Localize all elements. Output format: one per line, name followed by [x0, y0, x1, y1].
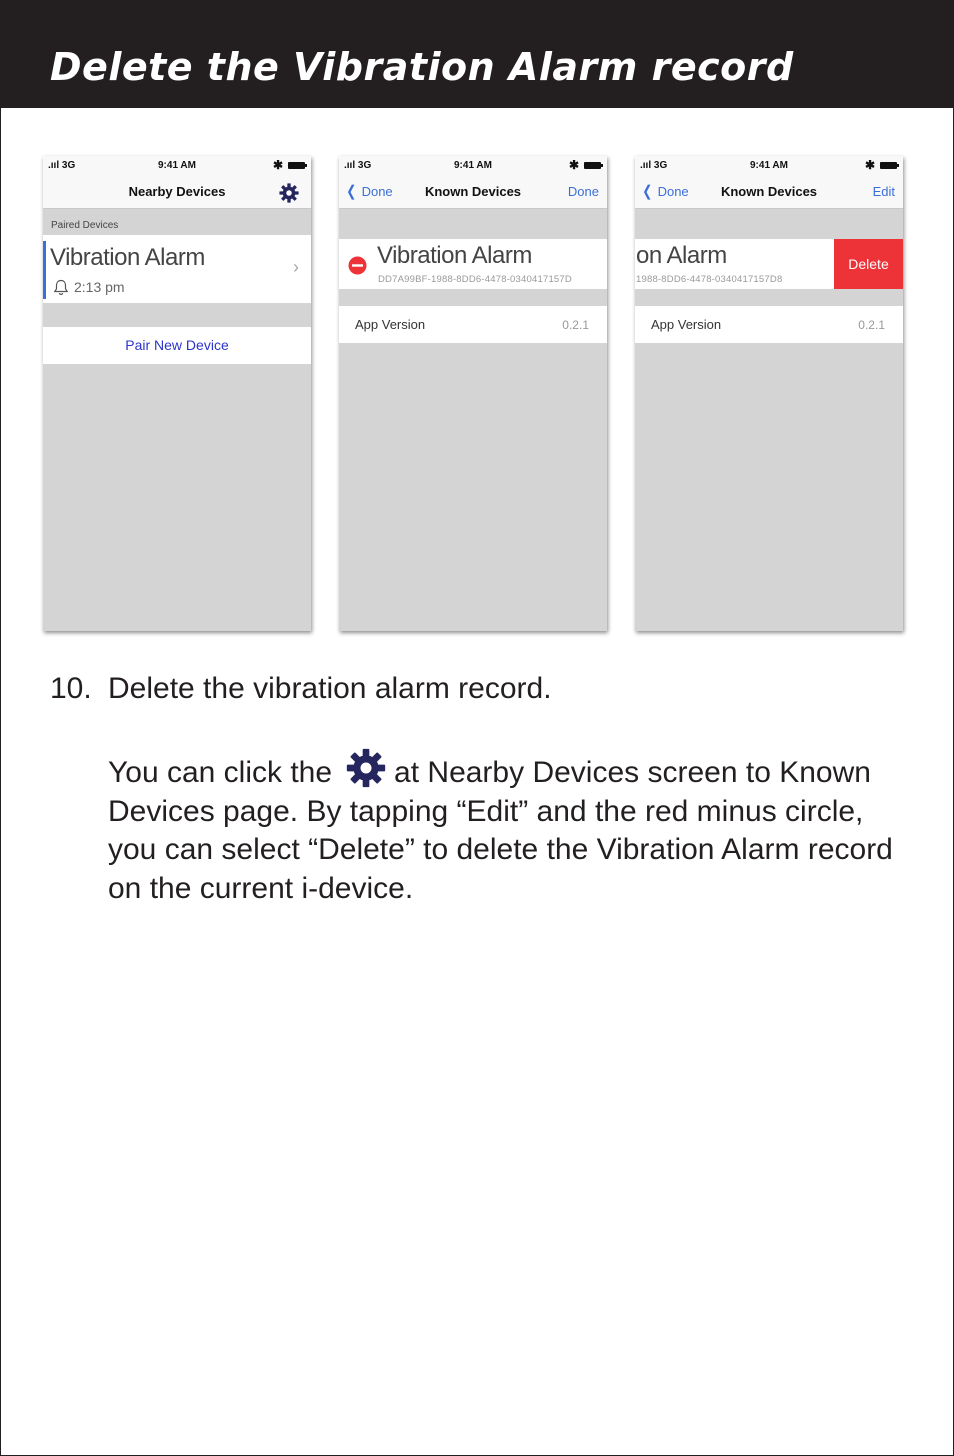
app-version-row: [339, 306, 607, 343]
gear-icon: [346, 748, 386, 788]
app-version-value: 0.2.1: [858, 318, 885, 332]
phone-screen-known-devices-edit: [339, 156, 607, 631]
nav-title: Known Devices: [720, 184, 818, 199]
device-name: on Alarm: [636, 242, 727, 269]
back-button[interactable]: ❮ Done: [346, 183, 393, 200]
done-button[interactable]: Done: [567, 184, 599, 199]
device-name: Vibration Alarm: [377, 242, 532, 269]
phone-screen-known-devices-delete: [635, 156, 903, 631]
nav-bar: [635, 176, 903, 209]
battery-icon: [584, 162, 601, 169]
device-uuid: 1988-8DD6-4478-0340417157D8: [636, 274, 783, 285]
text-before-icon: You can click the: [108, 756, 333, 789]
gear-icon[interactable]: [279, 183, 299, 203]
step-number: 10.: [50, 672, 92, 705]
phone-screen-nearby-devices: [43, 156, 311, 631]
nav-title: Known Devices: [424, 184, 522, 199]
page-title: Delete the Vibration Alarm record: [50, 45, 794, 89]
status-bar: [43, 156, 311, 176]
chevron-right-icon: ›: [293, 257, 299, 277]
nav-bar: [339, 176, 607, 209]
delete-button[interactable]: Delete: [834, 239, 903, 289]
nav-title: Nearby Devices: [128, 184, 226, 199]
app-version-label: App Version: [651, 317, 722, 332]
back-button[interactable]: ❮ Done: [642, 183, 689, 200]
battery-icon: [880, 162, 897, 169]
app-version-label: App Version: [355, 317, 426, 332]
step-heading: Delete the vibration alarm record.: [108, 672, 552, 705]
chevron-left-icon: ❮: [642, 183, 653, 200]
app-version-value: 0.2.1: [562, 318, 589, 332]
selection-indicator: [43, 241, 46, 299]
section-label-paired-devices: Paired Devices: [51, 220, 119, 231]
bell-icon: [52, 278, 70, 296]
step-description: [108, 748, 898, 909]
device-row-vibration-alarm[interactable]: [339, 239, 607, 289]
pair-new-device-button[interactable]: Pair New Device: [125, 337, 229, 353]
pair-new-device-row[interactable]: [43, 327, 311, 364]
minus-circle-icon[interactable]: [348, 256, 367, 275]
text-after-icon: at Nearby Devices screen to Known Devices page. By tapping “Edit” and the red minus circle, you can select “Delete” to delete the Vibration Alarm record on the current i-device.: [108, 756, 893, 906]
bluetooth-icon: ✱: [272, 158, 283, 172]
chevron-left-icon: ❮: [346, 183, 357, 200]
battery-icon: [288, 162, 305, 169]
bluetooth-icon: ✱: [568, 158, 579, 172]
alarm-time: 2:13 pm: [74, 279, 125, 295]
signal-indicator: .ııl 3G: [48, 160, 76, 171]
status-time: 9:41 AM: [454, 160, 492, 171]
status-time: 9:41 AM: [158, 160, 196, 171]
app-version-row: [635, 306, 903, 343]
signal-indicator: .ııl 3G: [640, 160, 668, 171]
device-row-vibration-alarm[interactable]: [635, 239, 903, 289]
edit-button[interactable]: Edit: [872, 184, 895, 199]
device-name: Vibration Alarm: [50, 244, 205, 271]
page-header: [0, 0, 954, 108]
status-time: 9:41 AM: [750, 160, 788, 171]
status-bar: [635, 156, 903, 176]
device-row-vibration-alarm[interactable]: [43, 235, 311, 303]
status-bar: [339, 156, 607, 176]
nav-bar: [43, 176, 311, 209]
bluetooth-icon: ✱: [864, 158, 875, 172]
signal-indicator: .ııl 3G: [344, 160, 372, 171]
device-uuid: DD7A99BF-1988-8DD6-4478-0340417157D: [378, 274, 572, 285]
